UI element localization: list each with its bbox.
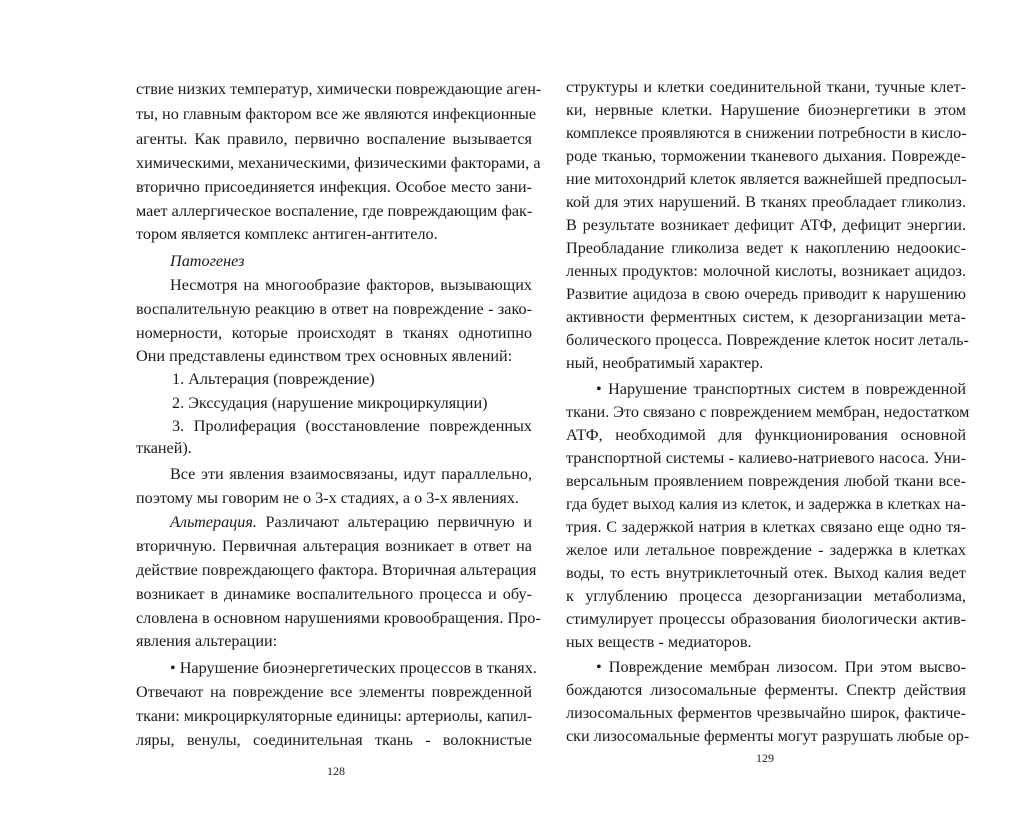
text-line: поэтому мы говорим не о 3-х стадиях, а о 3-х явлениях. <box>136 489 519 507</box>
text-line: ствие низких температур, химически повреждающие аген- <box>136 80 542 98</box>
text-line: гда будет выход калия из клеток, и задержка в клетках на- <box>566 495 966 513</box>
text-line: болического процесса. Повреждение клеток носит леталь- <box>566 331 969 349</box>
text-line: ных веществ - медиаторов. <box>566 633 752 651</box>
text-line: возникает в динамике воспалительного процесса и обу- <box>136 585 532 603</box>
text-line: желое или летальное повреждение - задержка в клетках <box>566 541 966 559</box>
text-line: вторично присоединяется инфекция. Особое место зани- <box>136 178 532 196</box>
text-line: к углублению процесса дезорганизации метаболизма, <box>566 587 966 605</box>
bullet-line: • Повреждение мембран лизосом. При этом высво- <box>596 658 966 676</box>
text-line: активности ферментных систем, к дезорганизации мета- <box>566 308 966 326</box>
text-line: Все эти явления взаимосвязаны, идут параллельно, <box>170 465 532 483</box>
text-line: химическими, механическими, физическими факторами, а <box>136 154 541 172</box>
text-line: ски лизосомальные ферменты могут разрушать любые ор- <box>566 727 970 745</box>
text-line: структуры и клетки соединительной ткани, тучные клет- <box>566 78 966 96</box>
text-line: транспортной системы - калиево-натриевого насоса. Уни- <box>566 449 966 467</box>
page-number-left: 128 <box>327 764 345 778</box>
text-line: действие повреждающего фактора. Вторичная альтерация <box>136 561 537 579</box>
text-line: ткани. Это связано с повреждением мембран, недостатком <box>566 403 970 421</box>
text-line: агенты. Как правило, первично воспаление вызывается <box>136 130 532 148</box>
text-line: В результате возникает дефицит АТФ, дефицит энергии. <box>566 216 966 234</box>
list-item: 2. Экссудация (нарушение микроциркуляции) <box>172 394 488 412</box>
text-line: ленных продуктов: молочной кислоты, возникает ацидоз. <box>566 262 966 280</box>
text-line: мает аллергическое воспаление, где повреждающим фак- <box>136 202 533 220</box>
text-line: ние митохондрий клеток является важнейшей предпосыл- <box>566 170 967 188</box>
text-line: Они представлены единством трех основных явлений: <box>136 347 513 365</box>
text-line: АТФ, необходимой для функционирования основной <box>566 426 966 444</box>
text-line: словлена в основном нарушениями кровообращения. Про- <box>136 609 541 627</box>
section-heading-pathogenesis: Патогенез <box>170 252 245 270</box>
text-line: комплексе проявляются в снижении потребности в кисло- <box>566 124 967 142</box>
term-alteration: Альтерация. <box>170 513 257 531</box>
text-line: воды, то есть внутриклеточный отек. Выход калия ведет <box>566 564 966 582</box>
page-number-right: 129 <box>756 751 774 765</box>
text-line: явления альтерации: <box>136 632 278 650</box>
list-item: 1. Альтерация (повреждение) <box>172 370 375 388</box>
text-line: стимулирует процессы образования биологически актив- <box>566 610 966 628</box>
alteration-line <box>170 511 532 533</box>
text-line: ный, необратимый характер. <box>566 354 764 372</box>
alteration-rest: Различают альтерацию первичную и <box>256 513 532 531</box>
bullet-line: • Нарушение транспортных систем в поврежденной <box>596 380 966 398</box>
text-line: версальным проявлением повреждения любой ткани все- <box>566 472 966 490</box>
text-line: ляры, венулы, соединительная ткань - волокнистые <box>136 731 532 749</box>
text-line: воспалительную реакцию в ответ на повреждение - зако- <box>136 300 532 318</box>
text-line: Развитие ацидоза в свою очередь приводит к нарушению <box>566 285 966 303</box>
text-line: ткани: микроциркуляторные единицы: артериолы, капил- <box>136 707 533 725</box>
text-line: лизосомальных ферментов чрезвычайно широк, фактиче- <box>566 704 966 722</box>
text-line: ты, но главным фактором все же являются инфекционные <box>136 105 537 123</box>
text-line: вторичную. Первичная альтерация возникает в ответ на <box>136 537 532 555</box>
list-item: 3. Пролиферация (восстановление поврежденных <box>172 417 532 435</box>
text-line: Отвечают на повреждение все элементы поврежденной <box>136 683 532 701</box>
text-line: трия. С задержкой натрия в клетках связано еще одно тя- <box>566 518 966 536</box>
list-item-continuation: тканей). <box>136 439 192 457</box>
text-line: тором является комплекс антиген-антитело. <box>136 225 438 243</box>
bullet-line: • Нарушение биоэнергетических процессов в тканях. <box>170 659 537 677</box>
text-line: ки, нервные клетки. Нарушение биоэнергетики в этом <box>566 101 966 119</box>
text-line: Несмотря на многообразие факторов, вызывающих <box>170 276 532 294</box>
text-line: кой для этих нарушений. В тканях преобладает гликолиз. <box>566 193 966 211</box>
text-line: номерности, которые происходят в тканях однотипно <box>136 324 532 342</box>
text-line: бождаются лизосомальные ферменты. Спектр действия <box>566 681 966 699</box>
text-line: Преобладание гликолиза ведет к накоплению недоокис- <box>566 239 966 257</box>
text-line: роде тканью, торможении тканевого дыхания. Поврежде- <box>566 147 966 165</box>
